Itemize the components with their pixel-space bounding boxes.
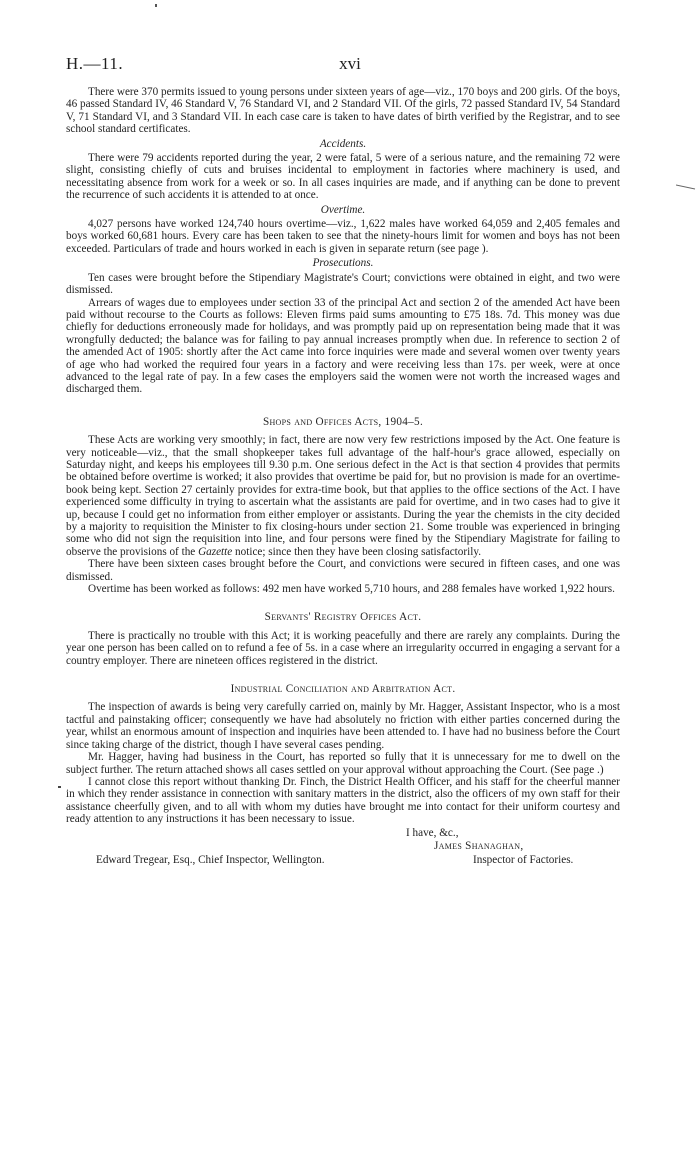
print-speck (155, 4, 157, 7)
signatory-name: James Shanaghan, (434, 839, 524, 852)
closing-paragraph: I cannot close this report without thanking Dr. Finch, the District Health Officer, and his staff for the cheerful manner in which they render assistance in connection with sanitary matters in the district, also the officers of my own staff for their assistance cheerfully given, and to all with whom my duties have brought me into contact for their uniform courtesy and ready attention to any instructions it has been necessary to issue. (66, 775, 620, 826)
document-reference: H.—11. (66, 54, 124, 73)
servants-paragraph: There is practically no trouble with this Act; it is working peacefully and there are rarely any complaints. During the year one person has been called on to refund a fee of 5s. in a case where an irregularity occurred in engaging a servant for a country employer. There are nineteen offices registered in the district. (66, 629, 620, 667)
page-header (66, 54, 634, 80)
addressee: Edward Tregear, Esq., Chief Inspector, Wellington. (96, 853, 325, 866)
accidents-paragraph: There were 79 accidents reported during the year, 2 were fatal, 5 were of a serious nature, and the remaining 72 were slight, consisting chiefly of cuts and bruises incidental to employment in factories where machinery is used, and necessitating absence from work for a week or so. In all cases inquiries are made, and if anything can be done to prevent the recurrence of such accidents it is attended to at once. (66, 152, 620, 202)
gazette-word: Gazette (198, 545, 233, 558)
signature-block (66, 827, 620, 879)
margin-mark (676, 184, 696, 190)
arbitration-heading: Industrial Conciliation and Arbitration Act. (230, 683, 456, 696)
prosecutions-heading: Prosecutions. (312, 257, 374, 270)
servants-heading: Servants' Registry Offices Act. (264, 611, 422, 624)
closing-salutation: I have, &c., (406, 826, 459, 839)
shops-text-before: These Acts are working very smoothly; in fact, there are now very few restrictions imposed by the Act. One feature is very noticeable—viz., that the small shopkeeper takes full advantage of the half-hour's grace allowed, especially on Saturday night, and keeps his employees till 9.30 p.m. One serious defect in the Act is that section 4 provides that permits be obtained before overtime is worked; it also provides that overtime be paid for, but no provision is made for an overtime-book being kept. Section 27 certainly provides for extra-time book, but that applies to the office sections of the Act. I have experienced some difficulty in trying to ascertain what the assistants are paid for overtime, and in two cases had to give it up, because I could get no information from either employer or assistants. During the year the chemists in the city decided by a majority to requisition the Minister to fix closing-hours under section 21. Some trouble was experienced in bringing some who did not sign the requisition into line, and four persons were fined by the Stipendiary Magistrate for failing to observe the provisions of the (66, 434, 620, 558)
print-tick (58, 786, 61, 788)
prosecutions-paragraph-1: Ten cases were brought before the Stipendiary Magistrate's Court; convictions were obtained in eight, and two were dismissed. (66, 271, 620, 297)
arbitration-paragraph-2: Mr. Hagger, having had business in the Court, has reported so fully that it is unnecessary for me to dwell on the subject further. The return attached shows all cases settled on your approval without approaching the Court. (See page .) (66, 751, 620, 776)
report-body (66, 86, 620, 879)
shops-text-after: notice; since then they have been closing satisfactorily. (232, 545, 481, 558)
accidents-heading: Accidents. (319, 137, 367, 150)
overtime-paragraph: 4,027 persons have worked 124,740 hours overtime—viz., 1,622 males have worked 64,059 and 2,405 females and boys worked 60,681 hours. Every care has been taken to see that the ninety-hours limit for women and boys has not been exceeded. Particulars of trade and hours worked in each is given in separate return (see page ). (66, 218, 620, 255)
prosecutions-paragraph-2: Arrears of wages due to employees under section 33 of the principal Act and section 2 of the amended Act have been paid without recourse to the Courts as follows: Eleven firms paid sums amounting to £75 18s. 7d. This money was due chiefly for deductions erroneously made for holidays, and was promptly paid up on representation being made that it was wrongfully deducted; the balance was for failing to pay annual increases promptly when due. In reference to section 2 of the amended Act of 1905: shortly after the Act came into force inquiries were made and several women over twenty years of age who had worked the required four years in a factory and were receiving less than 17s. per week, were at once advanced to the legal rate of pay. In a few cases the employers said the women were not worth the increased wages and discharged them. (66, 296, 620, 396)
permits-paragraph: There were 370 permits issued to young persons under sixteen years of age—viz., 170 boys and 200 girls. Of the boys, 46 passed Standard IV, 46 Standard V, 76 Standard VI, and 2 Standard VII. Of the girls, 72 passed Standard IV, 54 Standard V, 71 Standard VI, and 3 Standard VII. In each case care is taken to have dates of birth verified by the Registrar, and to see school standard certificates. (66, 86, 620, 136)
shops-paragraph-1 (66, 434, 620, 558)
overtime-heading: Overtime. (320, 203, 366, 216)
page-number: xvi (339, 54, 361, 73)
shops-paragraph-3: Overtime has been worked as follows: 492 men have worked 5,710 hours, and 288 females have worked 1,922 hours. (88, 583, 615, 596)
signatory-title: Inspector of Factories. (473, 853, 574, 866)
shops-paragraph-2: There have been sixteen cases brought before the Court, and convictions were secured in fifteen cases, and one was dismissed. (66, 558, 620, 583)
shops-heading: Shops and Offices Acts, 1904–5. (262, 415, 424, 428)
arbitration-paragraph-1: The inspection of awards is being very carefully carried on, mainly by Mr. Hagger, Assistant Inspector, who is a most tactful and painstaking officer; consequently we have had absolutely no friction with either parties concerned during the year, whilst an enormous amount of inspection and inquiries have been attended to. I have had no business before the Court since taking charge of the district, though I have several cases pending. (66, 701, 620, 751)
